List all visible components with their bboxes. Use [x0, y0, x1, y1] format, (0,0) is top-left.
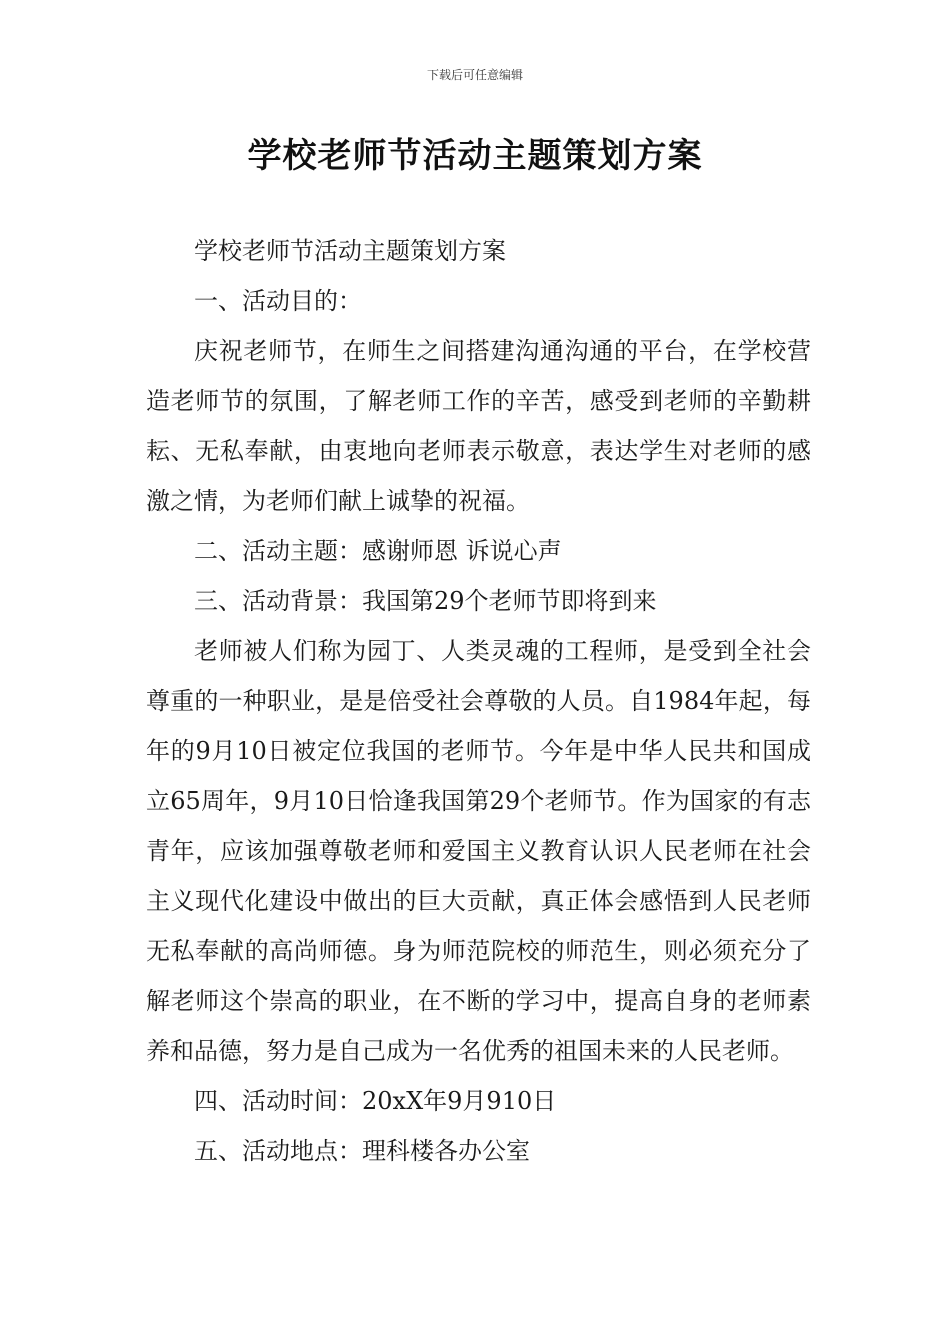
header-note: 下载后可任意编辑 [426, 68, 523, 82]
paragraph-background: 老师被人们称为园丁、人类灵魂的工程师，是受到全社会尊重的一种职业，是是倍受社会尊敬的人员。自1984年起，每年的9月10日被定位我国的老师节。今年是中华人民共和国成立65周年，9月10日恰逢我国第29个老师节。作为国家的有志青年，应该加强尊敬老师和爱国主义教育认识人民老师在社会主义现代化建设中做出的巨大贡献，真正体会感悟到人民老师无私奉献的高尚师德。身为师范院校的师范生，则必须充分了解老师这个崇高的职业，在不断的学习中，提高自身的老师素养和品德，努力是自己成为一名优秀的祖国未来的人民老师。 [146, 637, 811, 1065]
document-body [146, 226, 811, 1176]
paragraph-section-4-time: 四、活动时间：20xX年9月910日 [194, 1087, 557, 1115]
paragraph-purpose: 庆祝老师节，在师生之间搭建沟通沟通的平台，在学校营造老师节的氛围，了解老师工作的辛苦，感受到老师的辛勤耕耘、无私奉献，由衷地向老师表示敬意，表达学生对老师的感激之情，为老师们献上诚挚的祝福。 [146, 337, 811, 515]
paragraph-subtitle: 学校老师节活动主题策划方案 [194, 237, 506, 265]
paragraph-section-2-theme: 二、活动主题：感谢师恩 诉说心声 [194, 537, 562, 565]
document-title: 学校老师节活动主题策划方案 [247, 136, 703, 176]
paragraph-section-3-background-heading: 三、活动背景：我国第29个老师节即将到来 [194, 587, 657, 615]
paragraph-section-5-location: 五、活动地点：理科楼各办公室 [194, 1137, 530, 1165]
paragraph-section-1-heading: 一、活动目的： [194, 287, 362, 315]
